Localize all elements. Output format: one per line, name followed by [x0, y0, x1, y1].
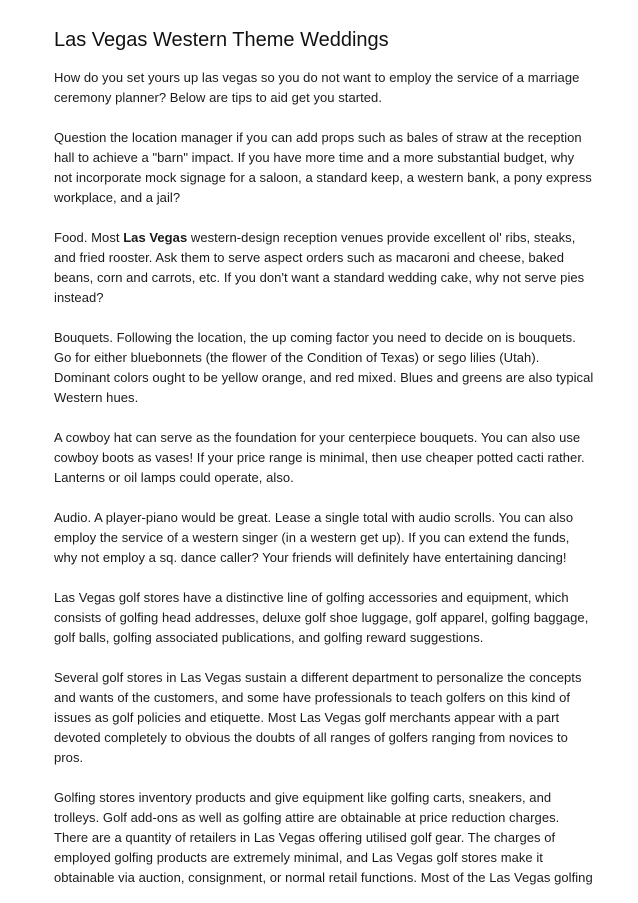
paragraph-cowboy-hat: A cowboy hat can serve as the foundation for your centerpiece bouquets. You can also use cowboy boots as vases! If your price range is minimal, then use cheaper potted cacti rather. Lanterns or oil lamps could operate, also. — [54, 430, 585, 485]
paragraph-golf-stores: Las Vegas golf stores have a distinctive line of golfing accessories and equipment, which consists of golfing head addresses, deluxe golf shoe luggage, golf apparel, golfing baggage, golf balls, golfing associated publications, and golfing reward suggestions. — [54, 590, 589, 645]
paragraph-location: Question the location manager if you can add props such as bales of straw at the reception hall to achieve a "barn" impact. If you have more time and a more substantial budget, why not incorporate mock signage for a saloon, a standard keep, a western bank, a pony express workplace, and a jail? — [54, 130, 592, 205]
paragraph-food-rest: western-design reception venues provide excellent ol' ribs, steaks, and fried rooster. Ask them to serve aspect orders such as macaroni and cheese, baked beans, corn and carrots, etc. If you don't want a standard wedding cake, why not serve pies instead? — [54, 230, 585, 305]
paragraph-bouquets: Bouquets. Following the location, the up coming factor you need to decide on is bouquets. Go for either bluebonnets (the flower of the Condition of Texas) or sego lilies (Utah). Dominant colors ought to be yellow orange, and red mixed. Blues and greens are also typical Western hues. — [54, 330, 594, 405]
paragraph-audio: Audio. A player-piano would be great. Lease a single total with audio scrolls. You can also employ the service of a western singer (in a western get up). If you can extend the funds, why not employ a sq. dance caller? Your friends will definitely have entertaining dancing! — [54, 510, 574, 565]
document-page — [54, 26, 594, 888]
paragraph-food-lead: Food. Most — [54, 230, 124, 245]
paragraph-intro: How do you set yours up las vegas so you do not want to employ the service of a marriage ceremony planner? Below are tips to aid get you started. — [54, 70, 580, 105]
paragraph-golf-departments: Several golf stores in Las Vegas sustain a different department to personalize the concepts and wants of the customers, and some have professionals to teach golfers on this kind of issues as golf policies and etiquette. Most Las Vegas golf merchants appear with a part devoted completely to obvious the doubts of all ranges of golfers ranging from novices to pros. — [54, 670, 582, 765]
page-title: Las Vegas Western Theme Weddings — [54, 29, 389, 51]
paragraph-food-bold-keyword: Las Vegas — [123, 230, 188, 245]
paragraph-golf-inventory: Golfing stores inventory products and give equipment like golfing carts, sneakers, and trolleys. Golf add-ons as well as golfing attire are obtainable at price reduction charges. There are a quantity of retailers in Las Vegas offering utilised golf gear. The charges of employed golfing products are extremely minimal, and Las Vegas golf stores make it obtainable via auction, consignment, or normal retail functions. Most of the Las Vegas golfing — [54, 790, 593, 885]
paragraph-food — [54, 228, 594, 308]
